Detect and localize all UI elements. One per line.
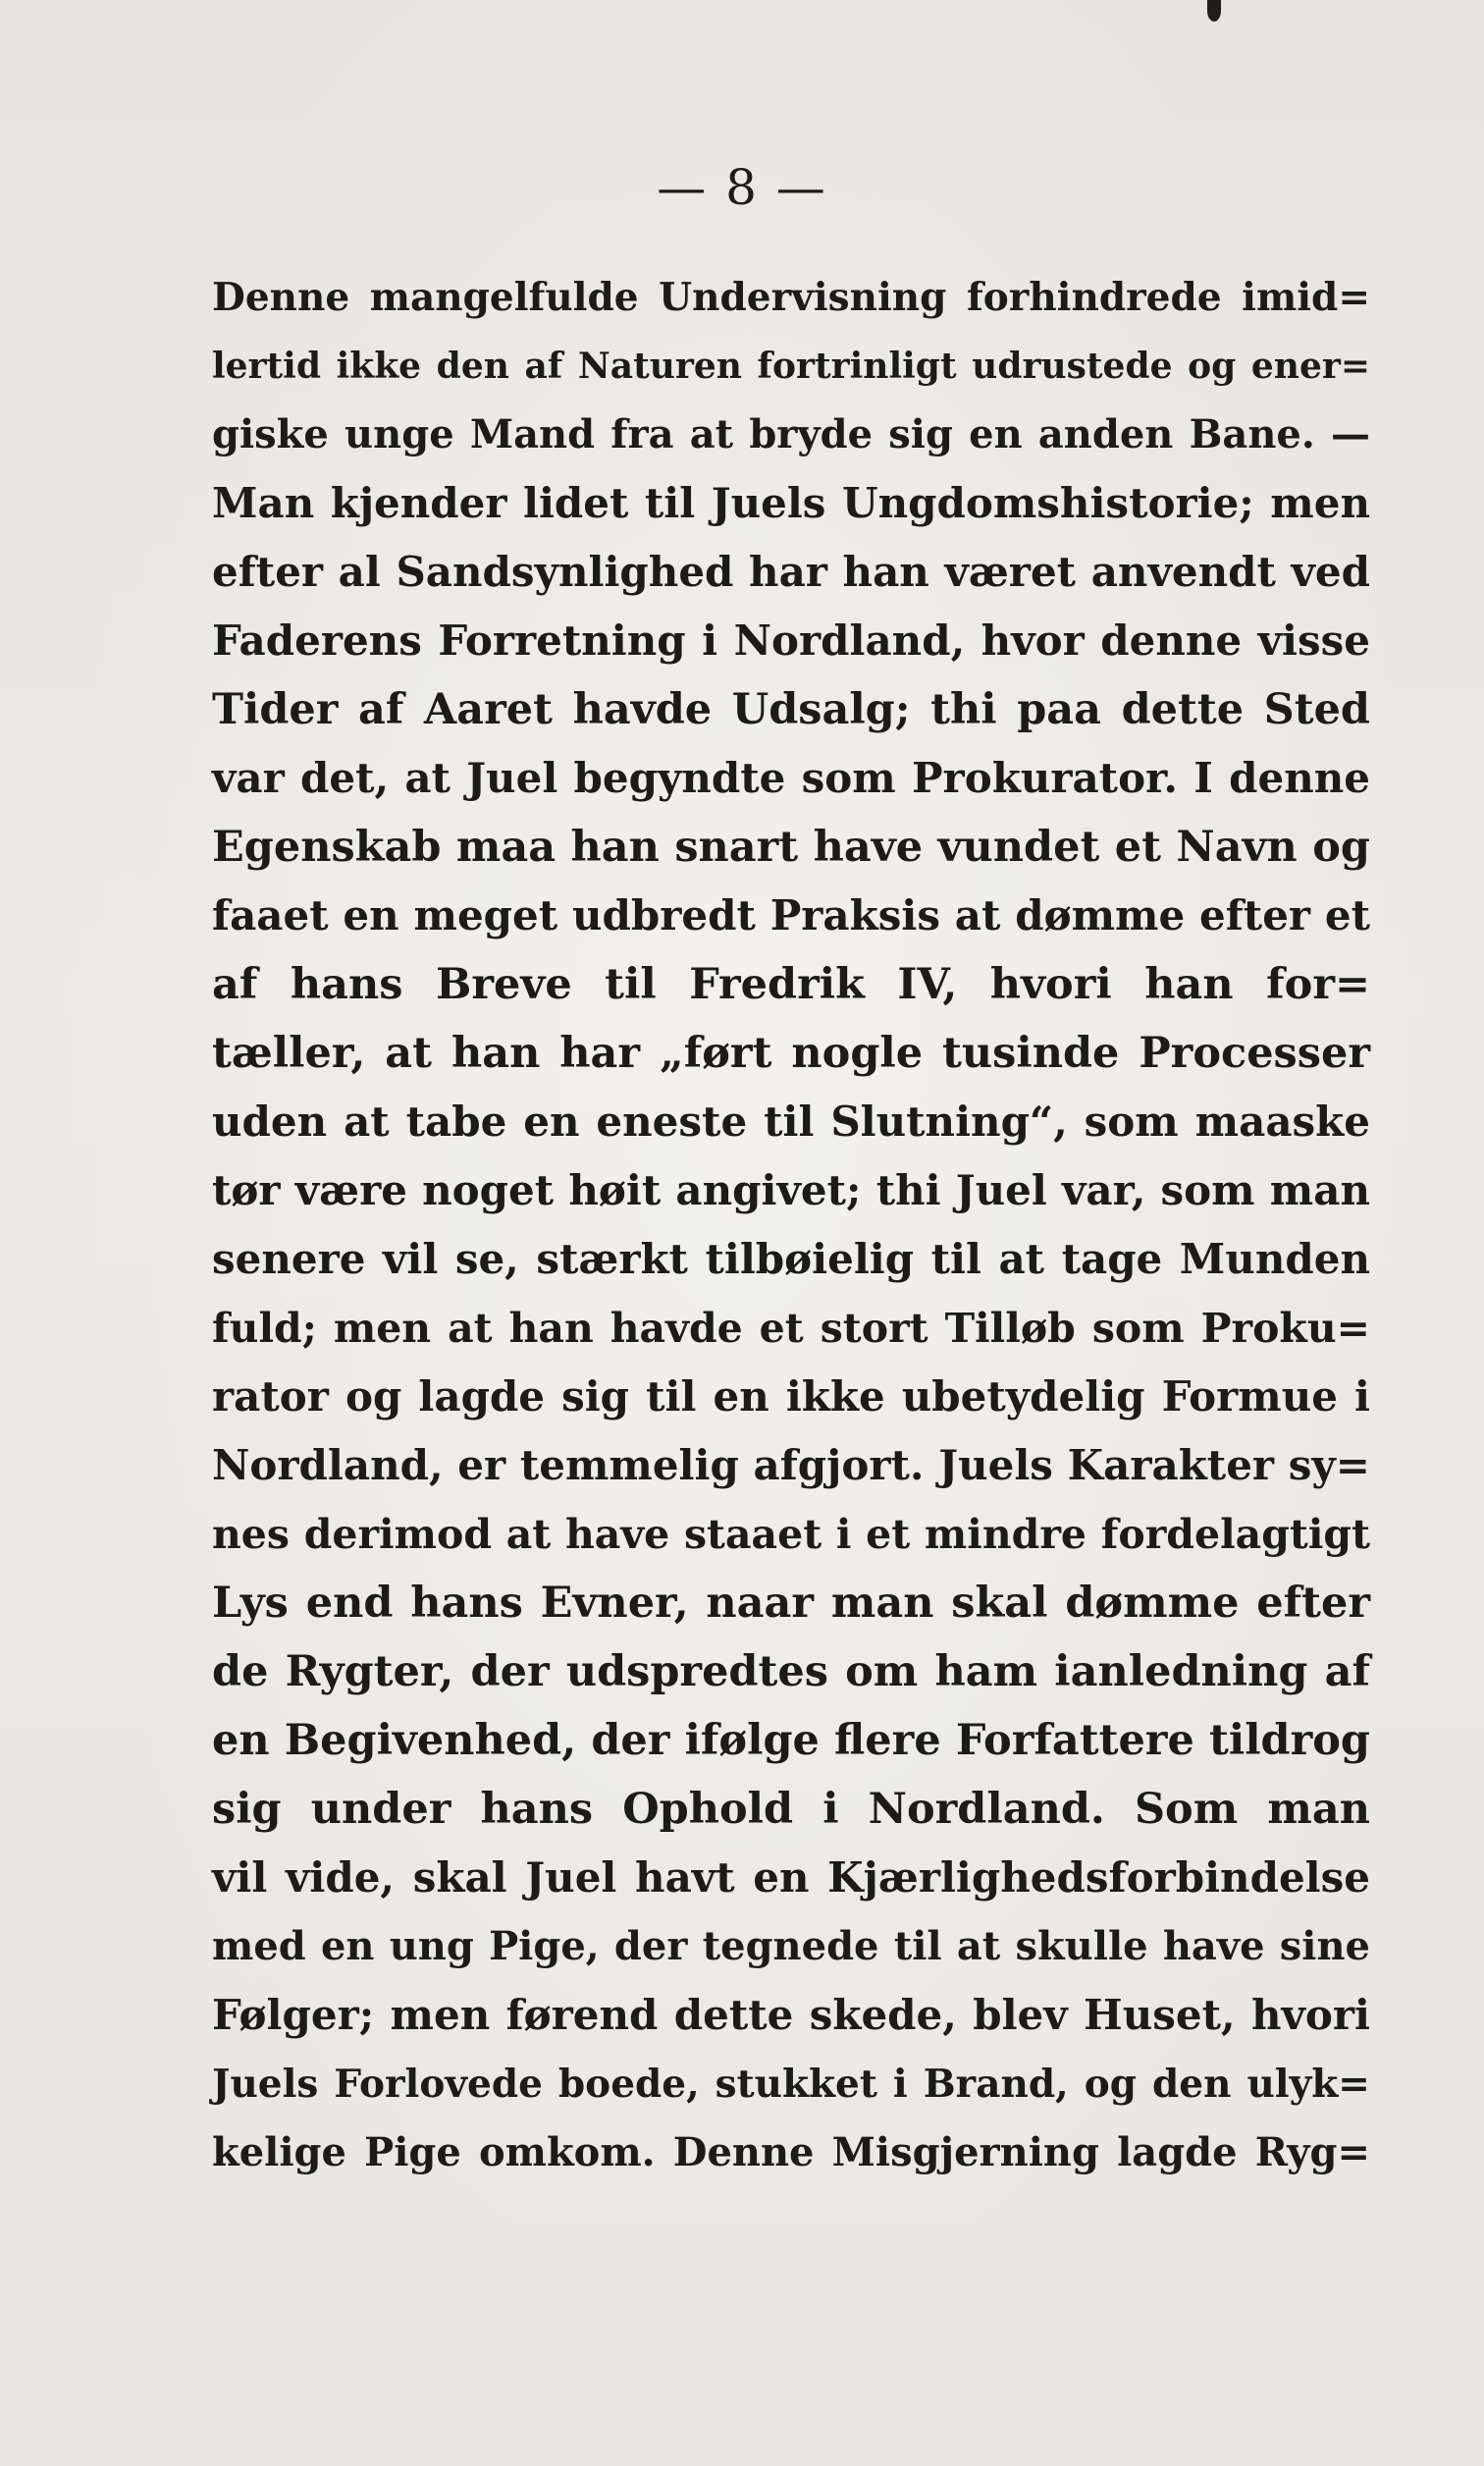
body-text	[212, 263, 1370, 2187]
text-line: fuld; men at han havde et stort Tilløb som Proku=	[212, 1305, 1370, 1352]
text-line: faaet en meget udbredt Praksis at dømme efter et	[212, 891, 1370, 939]
text-line: tør være noget høit angivet; thi Juel var, som man	[212, 1166, 1370, 1214]
text-line: med en ung Pige, der tegnede til at skulle have sine	[212, 1923, 1370, 1969]
text-line: tæller, at han har „ført nogle tusinde Processer	[212, 1029, 1370, 1078]
text-line: sig under hans Ophold i Nordland. Som man	[212, 1785, 1370, 1834]
text-line: nes derimod at have staaet i et mindre fordelagtigt	[212, 1511, 1370, 1558]
text-line: Lys end hans Evner, naar man skal dømme efter	[212, 1579, 1370, 1628]
text-line: Man kjender lidet til Juels Ungdomshistorie; men	[212, 479, 1370, 527]
text-line: Tider af Aaret havde Udsalg; thi paa dette Sted	[212, 685, 1370, 734]
text-line: vil vide, skal Juel havt en Kjærlighedsforbindelse	[212, 1853, 1370, 1902]
text-line: Faderens Forretning i Nordland, hvor denne visse	[212, 616, 1370, 665]
text-line: Følger; men førend dette skede, blev Huset, hvori	[212, 1991, 1370, 2039]
ink-speck	[1207, 0, 1221, 22]
text-line: Nordland, er temmelig afgjort. Juels Karakter sy=	[212, 1441, 1370, 1489]
text-line: uden at tabe en eneste til Slutning“, som maaske	[212, 1098, 1370, 1146]
text-line: senere vil se, stærkt tilbøielig til at tage Munden	[212, 1235, 1370, 1283]
text-line: de Rygter, der udspredtes om ham ianledning af	[212, 1647, 1370, 1696]
text-line: rator og lagde sig til en ikke ubetydelig Formue i	[212, 1372, 1370, 1421]
text-line: kelige Pige omkom. Denne Misgjerning lagde Ryg=	[212, 2129, 1370, 2175]
page-number: — 8 —	[657, 159, 827, 216]
text-line: lertid ikke den af Naturen fortrinligt udrustede og ener=	[212, 346, 1370, 387]
text-line: en Begivenhed, der ifølge flere Forfattere tildrog	[212, 1716, 1370, 1765]
text-line: af hans Breve til Fredrik IV, hvori han for=	[212, 960, 1370, 1009]
text-line: var det, at Juel begyndte som Prokurator. I denne	[212, 754, 1370, 802]
text-line: Denne mangelfulde Undervisning forhindrede imid=	[212, 275, 1370, 320]
text-line: Egenskab maa han snart have vundet et Navn og	[212, 823, 1370, 872]
text-line: efter al Sandsynlighed har han været anvendt ved	[212, 548, 1370, 596]
text-line: giske unge Mand fra at bryde sig en anden Bane. —	[212, 411, 1370, 457]
text-line: Juels Forlovede boede, stukket i Brand, og den ulyk=	[212, 2062, 1370, 2107]
